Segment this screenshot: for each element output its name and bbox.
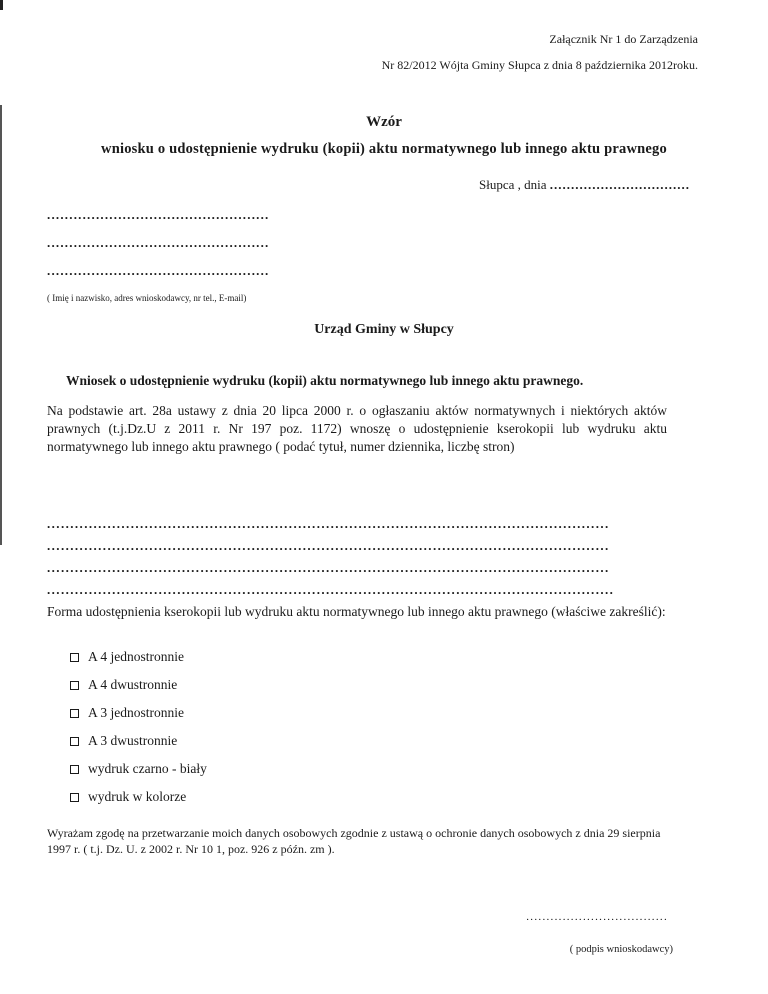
form-type-instruction: Forma udostępnienia kserokopii lub wydruku aktu normatywnego lub innego aktu prawnego (właściwe zakreślić): xyxy=(47,604,666,619)
option-a3-single[interactable] xyxy=(70,705,184,721)
option-label: A 3 dwustronnie xyxy=(88,733,178,748)
signature-caption: ( podpis wnioskodawcy) xyxy=(569,944,673,955)
document-subtitle: wniosku o udostępnienie wydruku (kopii) aktu normatywnego lub innego aktu prawnego xyxy=(101,141,667,157)
fill-line-2: ......................................................................................................................... xyxy=(47,538,610,553)
option-black-white[interactable] xyxy=(70,761,207,777)
checkbox-icon[interactable] xyxy=(70,765,79,774)
request-body: Na podstawie art. 28a ustawy z dnia 20 lipca 2000 r. o ogłaszaniu aktów normatywnych i niektórych aktów prawnych (t.j.Dz.U z 2011 r. Nr 197 poz. 1172) wnoszę o udostępnienie kserokopii lub wydruku aktu normatywnego lub innego aktu prawnego ( podać tytuł, numer dziennika, liczbę stron) xyxy=(47,403,667,454)
header-line-2: Nr 82/2012 Wójta Gminy Słupca z dnia 8 października 2012roku. xyxy=(381,58,698,72)
option-label: A 4 jednostronnie xyxy=(88,649,184,664)
option-label: A 3 jednostronnie xyxy=(88,705,184,720)
header-line-1: Załącznik Nr 1 do Zarządzenia xyxy=(549,32,698,46)
place-date-field xyxy=(479,177,690,193)
option-label: wydruk czarno - biały xyxy=(88,761,207,776)
document-title: Wzór xyxy=(366,114,402,130)
option-label: wydruk w kolorze xyxy=(88,789,187,804)
office-name: Urząd Gminy w Słupcy xyxy=(314,322,454,337)
option-a3-double[interactable] xyxy=(70,733,177,749)
checkbox-icon[interactable] xyxy=(70,709,79,718)
option-a4-single[interactable] xyxy=(70,649,184,665)
checkbox-icon[interactable] xyxy=(70,737,79,746)
scan-corner-mark xyxy=(0,0,3,10)
applicant-line-3: .................................................. xyxy=(47,263,270,278)
checkbox-icon[interactable] xyxy=(70,681,79,690)
fill-line-1: ......................................................................................................................... xyxy=(47,516,610,531)
option-a4-double[interactable] xyxy=(70,677,177,693)
applicant-caption: ( Imię i nazwisko, adres wnioskodawcy, nr tel., E-mail) xyxy=(47,293,247,303)
fill-line-3: ......................................................................................................................... xyxy=(47,560,610,575)
place-date-dots: ................................. xyxy=(549,177,690,192)
data-consent-statement: Wyrażam zgodę na przetwarzanie moich danych osobowych zgodnie z ustawą o ochronie danych osobowych z dnia 29 sierpnia 1997 r. ( t.j. Dz. U. z 2002 r. Nr 10 1, poz. 926 z późn. zm ). xyxy=(47,826,661,856)
applicant-line-1: .................................................. xyxy=(47,207,270,222)
applicant-line-2: .................................................. xyxy=(47,235,270,250)
option-color[interactable] xyxy=(70,789,186,805)
fill-line-4: .......................................................................................................................... xyxy=(47,582,615,597)
request-title: Wniosek o udostępnienie wydruku (kopii) aktu normatywnego lub innego aktu prawnego. xyxy=(66,373,584,388)
checkbox-icon[interactable] xyxy=(70,793,79,802)
option-label: A 4 dwustronnie xyxy=(88,677,178,692)
place-date-label: Słupca , dnia xyxy=(478,177,547,192)
checkbox-icon[interactable] xyxy=(70,653,79,662)
signature-line: ................................... xyxy=(526,911,668,923)
